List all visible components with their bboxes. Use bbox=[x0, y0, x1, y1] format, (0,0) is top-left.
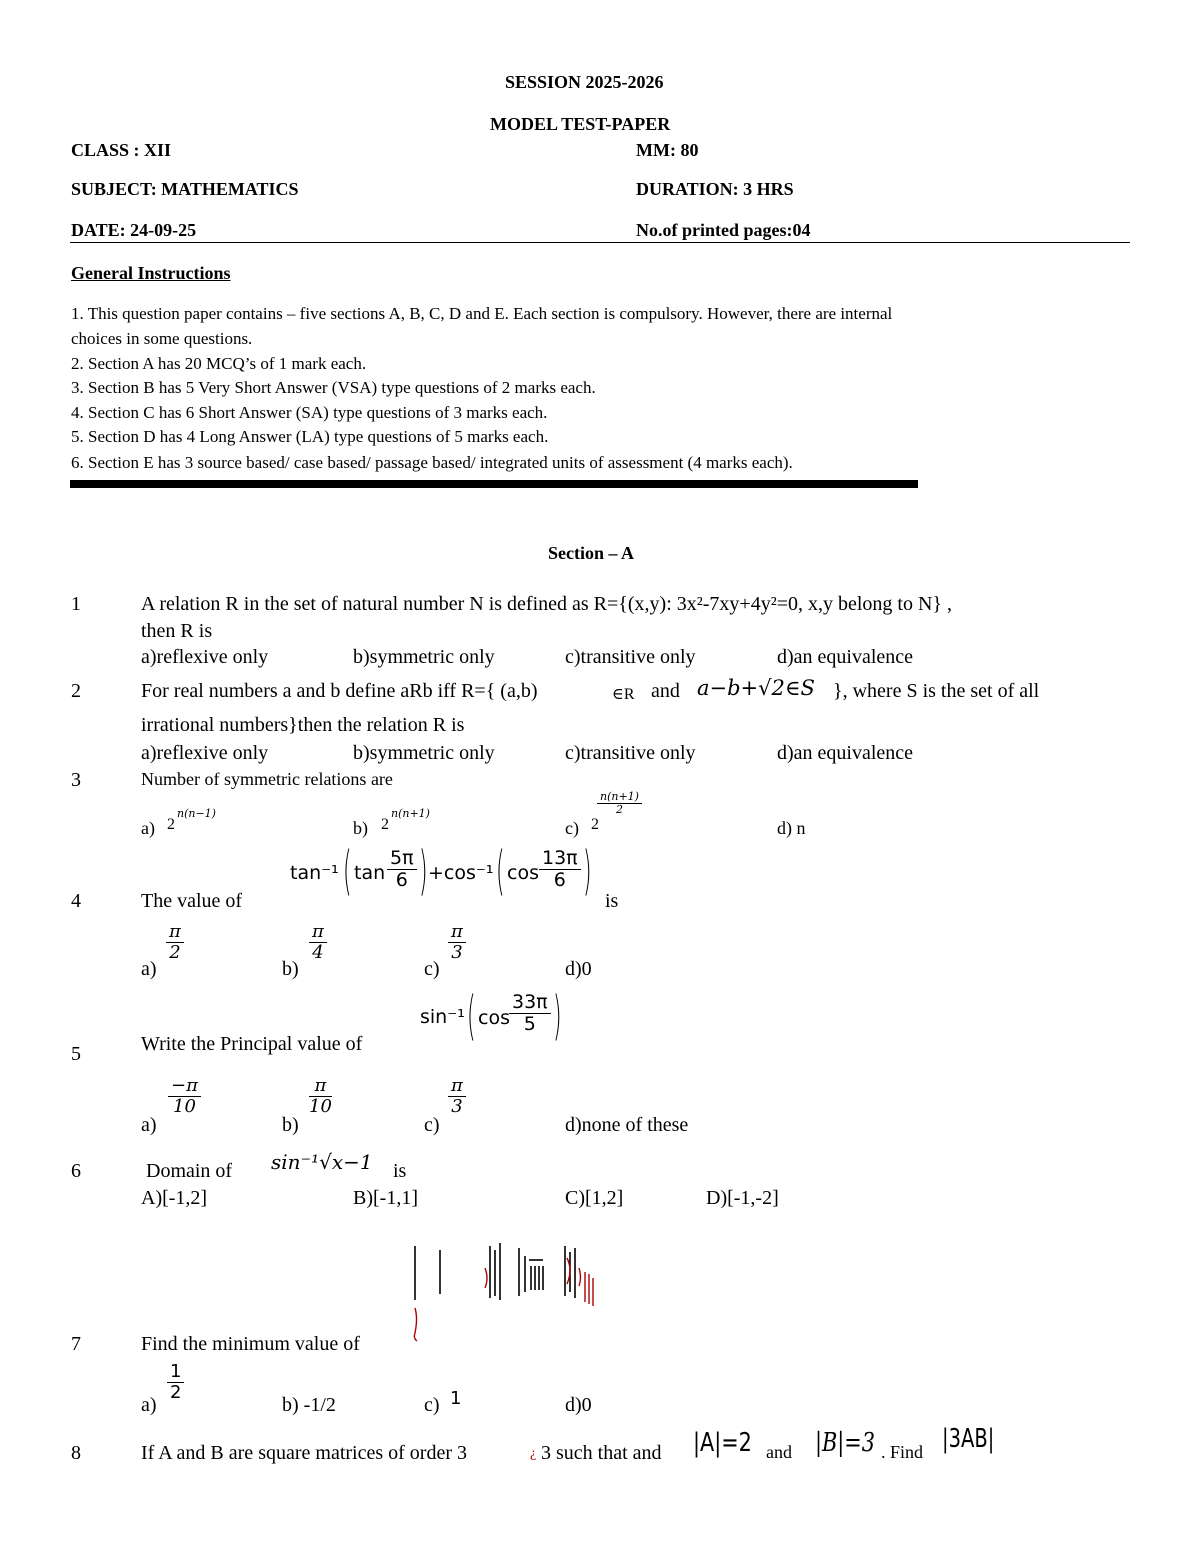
q5-fraction-den: 5 bbox=[523, 1012, 536, 1035]
q1-option-b: b)symmetric only bbox=[353, 646, 495, 668]
q4-plus-cos-inverse: +cos⁻¹ bbox=[428, 862, 494, 884]
q4-option-a-num: π bbox=[166, 922, 184, 943]
q5-option-d: d)none of these bbox=[565, 1114, 689, 1136]
q5-option-a-num: −π bbox=[168, 1076, 201, 1097]
q2-option-c: c)transitive only bbox=[565, 742, 696, 764]
q4-tan: tan bbox=[354, 862, 386, 884]
q5-option-b-fraction bbox=[309, 1076, 332, 1117]
q4-tan-inverse: tan⁻¹ bbox=[290, 862, 339, 884]
q4-option-b-den: 4 bbox=[312, 941, 324, 963]
instruction-6: 6. Section E has 3 source based/ case based/ passage based/ integrated units of assessment (4 marks each). bbox=[71, 453, 793, 472]
q7-option-a-num: 1 bbox=[167, 1362, 184, 1383]
header-rule bbox=[70, 242, 1130, 243]
instruction-4: 4. Section C has 6 Short Answer (SA) type questions of 3 marks each. bbox=[71, 403, 548, 422]
q7-option-c-value: 1 bbox=[450, 1388, 462, 1409]
q4-option-a-fraction bbox=[166, 922, 184, 963]
q7-option-a-den: 2 bbox=[170, 1381, 182, 1403]
q3-option-c-base: 2 bbox=[591, 816, 599, 833]
q2-number: 2 bbox=[71, 680, 81, 702]
q5-option-a-fraction bbox=[168, 1076, 201, 1117]
q4-option-b-label: b) bbox=[282, 958, 299, 980]
q2-element-of-r: ∈R bbox=[612, 686, 635, 703]
q2-math-expression: a−b+√2∈S bbox=[697, 676, 815, 700]
q7-garbled-equation-image bbox=[405, 1238, 605, 1353]
q6-text: Domain of bbox=[146, 1160, 233, 1182]
q4-option-b-num: π bbox=[309, 922, 327, 943]
q4-right-paren-1: ) bbox=[419, 843, 428, 903]
q3-text: Number of symmetric relations are bbox=[141, 769, 393, 789]
q4-option-c-den: 3 bbox=[451, 941, 463, 963]
q2-and: and bbox=[651, 680, 680, 702]
q5-option-b-label: b) bbox=[282, 1114, 299, 1136]
q6-option-b: B)[-1,1] bbox=[353, 1187, 418, 1209]
date-label: DATE: 24-09-25 bbox=[71, 220, 197, 240]
q5-option-a-den: 10 bbox=[173, 1095, 196, 1117]
duration-label: DURATION: 3 HRS bbox=[636, 179, 794, 199]
q7-option-a-label: a) bbox=[141, 1394, 157, 1416]
q2-text: For real numbers a and b define aRb iff R={ (a,b) bbox=[141, 680, 538, 702]
q3-option-d: d) n bbox=[777, 818, 806, 838]
q4-option-a-den: 2 bbox=[169, 941, 181, 963]
q3-option-b-base: 2 bbox=[381, 816, 389, 833]
q8-det-3ab: |3AB| bbox=[942, 1424, 995, 1454]
q3-option-c-exp-den: 2 bbox=[615, 803, 623, 817]
q2-option-a: a)reflexive only bbox=[141, 742, 269, 764]
session-title: SESSION 2025-2026 bbox=[505, 72, 664, 92]
q8-det-a: |A|=2 bbox=[693, 1428, 752, 1458]
q1-text-cont: then R is bbox=[141, 620, 213, 642]
q4-cos: cos bbox=[507, 862, 539, 884]
q5-right-paren: ) bbox=[553, 988, 562, 1048]
q2-text-post: }, where S is the set of all bbox=[833, 680, 1040, 702]
instruction-1: 1. This question paper contains – five sections A, B, C, D and E. Each section is compulsory. However, there are internal bbox=[71, 304, 893, 323]
q4-fraction-1-num: 5π bbox=[387, 848, 417, 870]
q4-fraction-2 bbox=[539, 848, 581, 891]
q3-option-b-label: b) bbox=[353, 818, 368, 838]
q2-text-cont: irrational numbers}then the relation R is bbox=[141, 714, 465, 736]
q3-option-a-label: a) bbox=[141, 818, 155, 838]
q3-option-b-exponent: n(n+1) bbox=[391, 807, 430, 820]
q5-sin-inverse: sin⁻¹ bbox=[420, 1006, 465, 1028]
q5-option-c-label: c) bbox=[424, 1114, 440, 1136]
q6-is: is bbox=[393, 1160, 407, 1182]
instructions-heading: General Instructions bbox=[71, 263, 231, 283]
q1-option-c: c)transitive only bbox=[565, 646, 696, 668]
q4-option-b-fraction bbox=[309, 922, 327, 963]
q4-fraction-1-den: 6 bbox=[395, 868, 408, 891]
paper-title: MODEL TEST-PAPER bbox=[490, 114, 671, 134]
q3-option-c-exponent bbox=[597, 791, 642, 816]
q5-fraction bbox=[509, 992, 551, 1035]
q3-option-c-label: c) bbox=[565, 818, 579, 838]
q7-number: 7 bbox=[71, 1333, 81, 1355]
q6-number: 6 bbox=[71, 1160, 81, 1182]
q6-option-a: A)[-1,2] bbox=[141, 1187, 208, 1209]
instructions-thick-rule bbox=[70, 480, 918, 488]
q5-number: 5 bbox=[71, 1043, 81, 1065]
max-marks: MM: 80 bbox=[636, 140, 699, 160]
q5-option-c-den: 3 bbox=[451, 1095, 463, 1117]
q4-is: is bbox=[605, 890, 619, 912]
q5-cos: cos bbox=[478, 1007, 510, 1029]
q5-option-b-den: 10 bbox=[309, 1095, 332, 1117]
q8-find: . Find bbox=[881, 1442, 924, 1462]
q4-fraction-1 bbox=[387, 848, 417, 891]
q4-left-paren-1: ( bbox=[343, 843, 352, 903]
q5-option-c-fraction bbox=[448, 1076, 466, 1117]
q8-text: If A and B are square matrices of order 3 bbox=[141, 1442, 467, 1464]
q4-option-c-label: c) bbox=[424, 958, 440, 980]
q2-option-b: b)symmetric only bbox=[353, 742, 495, 764]
q4-number: 4 bbox=[71, 890, 81, 912]
q3-option-a-base: 2 bbox=[167, 816, 175, 833]
q5-fraction-num: 33π bbox=[509, 992, 551, 1014]
q8-det-b: |B|=3 bbox=[815, 1428, 875, 1458]
q7-option-c-label: c) bbox=[424, 1394, 440, 1416]
printed-pages: No.of printed pages:04 bbox=[636, 220, 811, 240]
q3-option-c-exp-num: n(n+1) bbox=[597, 791, 642, 804]
section-a-title: Section – A bbox=[548, 543, 635, 563]
instruction-3: 3. Section B has 5 Very Short Answer (VSA) type questions of 2 marks each. bbox=[71, 378, 596, 397]
q6-math-expression: sin⁻¹√x−1 bbox=[271, 1150, 373, 1174]
instruction-2: 2. Section A has 20 MCQ’s of 1 mark each. bbox=[71, 354, 367, 373]
q5-option-a-label: a) bbox=[141, 1114, 157, 1136]
q7-option-b: b) -1/2 bbox=[282, 1394, 336, 1416]
q5-left-paren: ( bbox=[467, 988, 476, 1048]
subject-label: SUBJECT: MATHEMATICS bbox=[71, 179, 299, 199]
q8-and: and bbox=[766, 1442, 792, 1462]
q6-option-d: D)[-1,-2] bbox=[706, 1187, 779, 1209]
q4-fraction-2-den: 6 bbox=[553, 868, 566, 891]
q7-option-a-fraction bbox=[167, 1362, 184, 1403]
q4-option-d: d)0 bbox=[565, 958, 592, 980]
instruction-1-cont: choices in some questions. bbox=[71, 329, 253, 348]
q8-number: 8 bbox=[71, 1442, 81, 1464]
q7-option-d: d)0 bbox=[565, 1394, 592, 1416]
q3-option-a-exponent: n(n−1) bbox=[177, 807, 216, 820]
q8-times-glyph: ¿ bbox=[530, 1446, 537, 1461]
q5-option-b-num: π bbox=[309, 1076, 332, 1097]
q1-option-d: d)an equivalence bbox=[777, 646, 914, 668]
q2-option-d: d)an equivalence bbox=[777, 742, 914, 764]
q4-fraction-2-num: 13π bbox=[539, 848, 581, 870]
q8-text-mid: 3 such that and bbox=[541, 1442, 662, 1464]
q4-option-a-label: a) bbox=[141, 958, 157, 980]
q4-right-paren-2: ) bbox=[583, 843, 592, 903]
q5-text: Write the Principal value of bbox=[141, 1033, 363, 1055]
instruction-5: 5. Section D has 4 Long Answer (LA) type questions of 5 marks each. bbox=[71, 427, 549, 446]
q4-option-c-fraction bbox=[448, 922, 466, 963]
q1-text: A relation R in the set of natural number N is defined as R={(x,y): 3x²-7xy+4y²=0, x,y belong to N} , bbox=[141, 593, 953, 615]
q4-text: The value of bbox=[141, 890, 243, 912]
q1-option-a: a)reflexive only bbox=[141, 646, 269, 668]
class-label: CLASS : XII bbox=[71, 140, 172, 160]
q5-option-c-num: π bbox=[448, 1076, 466, 1097]
q6-option-c: C)[1,2] bbox=[565, 1187, 624, 1209]
q1-number: 1 bbox=[71, 593, 81, 615]
q4-option-c-num: π bbox=[448, 922, 466, 943]
q3-number: 3 bbox=[71, 769, 81, 791]
q7-text: Find the minimum value of bbox=[141, 1333, 360, 1355]
q4-left-paren-2: ( bbox=[496, 843, 505, 903]
